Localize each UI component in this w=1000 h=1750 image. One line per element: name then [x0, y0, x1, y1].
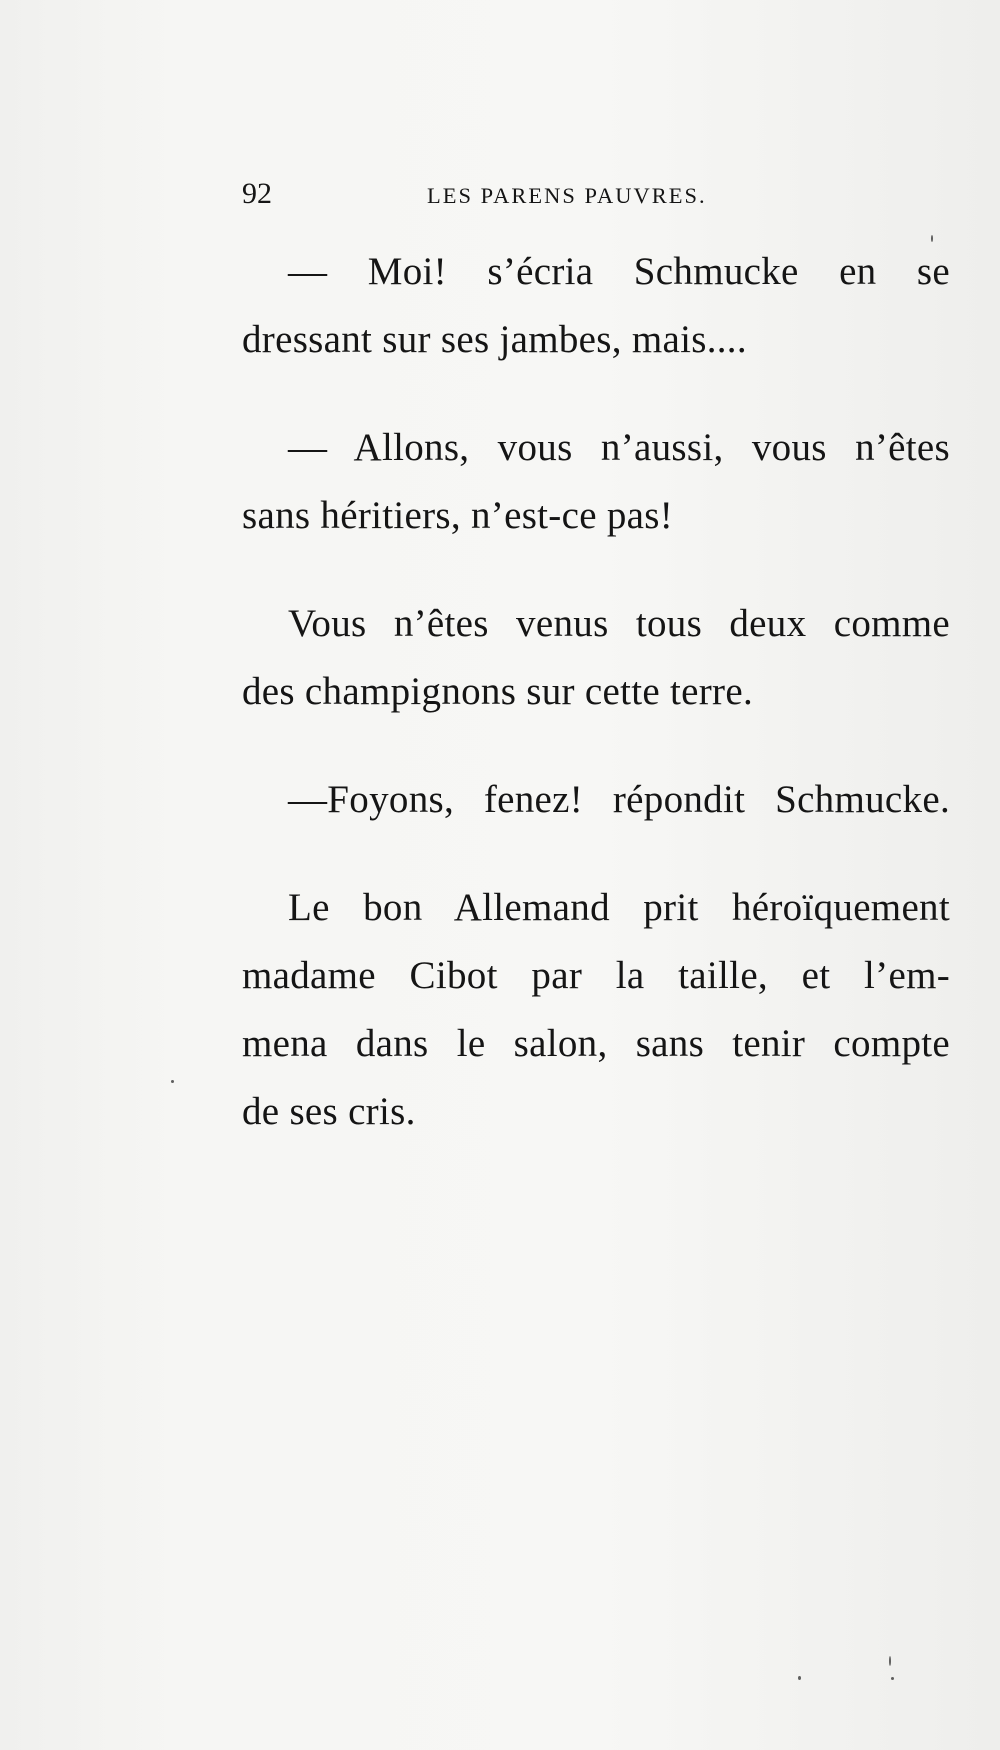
paper-speck [931, 235, 933, 242]
paper-speck [889, 1656, 891, 1666]
paper-speck [171, 1080, 174, 1083]
paper-speck [798, 1676, 801, 1680]
text-line-5: Vous n’êtes venus tous deux comme [288, 602, 950, 645]
text-line-7: —Foyons, fenez! répondit Schmucke. [288, 778, 950, 821]
body-text [242, 238, 950, 1146]
text-line-9: madame Cibot par la taille, et l’em- [242, 954, 950, 997]
running-title: LES PARENS PAUVRES. [427, 183, 707, 208]
text-line-3: — Allons, vous n’aussi, vous n’êtes [288, 426, 950, 469]
text-line-10: mena dans le salon, sans tenir compte [242, 1022, 950, 1065]
text-line-8: Le bon Allemand prit héroïquement [288, 886, 950, 929]
text-line-6: des champignons sur cette terre. [242, 670, 754, 713]
page-number: 92 [242, 177, 272, 210]
paper-speck [891, 1677, 894, 1680]
text-line-4: sans héritiers, n’est-ce pas! [242, 494, 674, 537]
running-head [242, 178, 766, 210]
text-line-2: dressant sur ses jambes, mais.... [242, 318, 747, 361]
text-line-1: — Moi! s’écria Schmucke en se [288, 250, 950, 293]
text-line-11: de ses cris. [242, 1090, 416, 1133]
